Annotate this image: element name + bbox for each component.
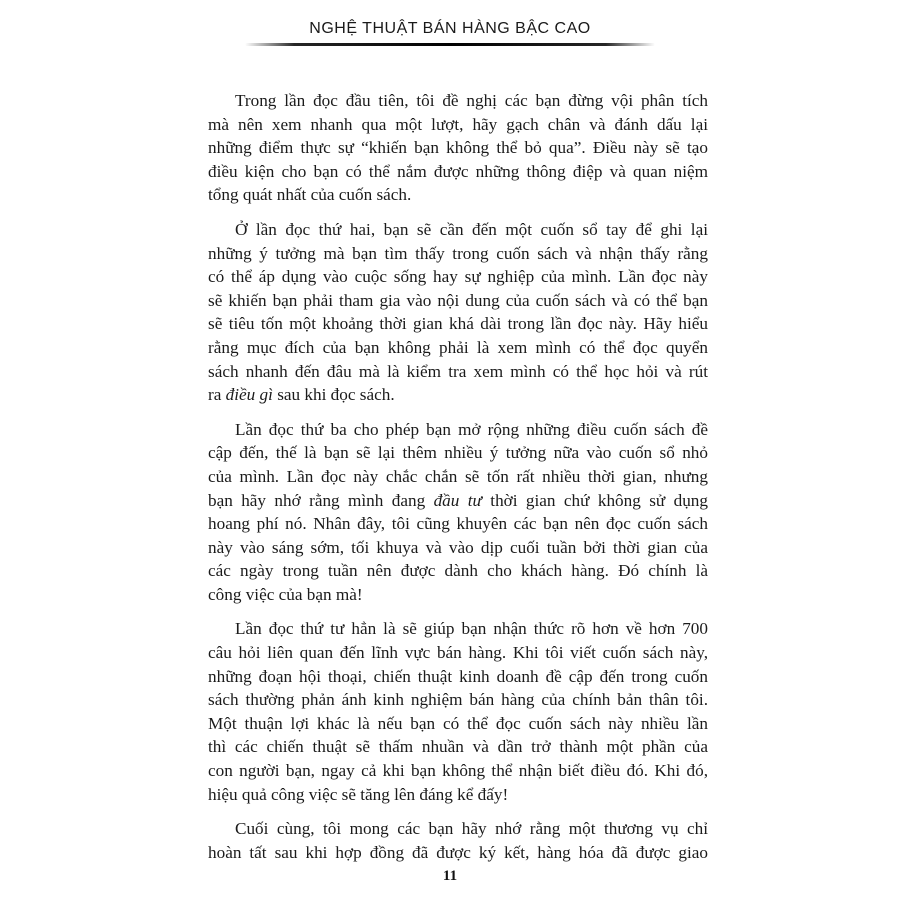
text-line: [208, 489, 708, 513]
header-rule: [245, 43, 655, 46]
paragraph-5: [208, 817, 708, 864]
text-run: ra: [208, 385, 226, 405]
text-line: hiệu quả công việc sẽ tăng lên đáng kể đấy!: [208, 784, 509, 804]
text-line: Cuối cùng, tôi mong các bạn hãy nhớ rằng một thương vụ chỉ: [235, 819, 708, 839]
text-line: con người bạn, ngay cả khi bạn không thể nhận biết điều đó. Khi đó,: [208, 761, 708, 781]
text-line: những ý tưởng mà bạn tìm thấy trong cuốn sách và nhận thấy rằng: [208, 243, 708, 263]
text-line: của mình. Lần đọc này chắc chắn sẽ tốn rất nhiều thời gian, nhưng: [208, 466, 708, 486]
text-run: sau khi đọc sách.: [272, 385, 395, 405]
paragraph-1: [208, 89, 708, 207]
paragraph-3: [208, 418, 708, 607]
text-line: Lần đọc thứ tư hẳn là sẽ giúp bạn nhận thức rõ hơn về hơn 700: [235, 619, 708, 639]
text-line: tổng quát nhất của cuốn sách.: [208, 185, 412, 205]
text-line: câu hỏi liên quan đến lĩnh vực bán hàng. Khi tôi viết cuốn sách này,: [208, 643, 708, 663]
text-line: [208, 383, 708, 407]
running-head: NGHỆ THUẬT BÁN HÀNG BẬC CAO: [309, 20, 591, 37]
page-number: 11: [442, 868, 458, 884]
text-line: Ở lần đọc thứ hai, bạn sẽ cần đến một cuốn sổ tay để ghi lại: [235, 219, 708, 239]
text-line: mà nên xem nhanh qua một lượt, hãy gạch chân và đánh dấu lại: [208, 114, 708, 134]
text-line: sẽ khiến bạn phải tham gia vào nội dung của cuốn sách và có thể bạn: [208, 290, 708, 310]
text-line: sẽ tiêu tốn một khoảng thời gian khá dài trong lần đọc này. Hãy hiểu: [208, 314, 708, 334]
text-line: những điểm thực sự “khiến bạn không thể bỏ qua”. Điều này sẽ tạo: [208, 138, 708, 158]
paragraph-2: [208, 218, 708, 407]
text-line: hoang phí nó. Nhân đây, tôi cũng khuyên các bạn nên đọc cuốn sách: [208, 514, 708, 534]
body-text: [208, 89, 708, 864]
text-line: các ngày trong tuần nên được dành cho khách hàng. Đó chính là: [208, 561, 708, 581]
text-line: sách thường phản ánh kinh nghiệm bán hàng của chính bản thân tôi.: [208, 690, 708, 710]
text-line: Trong lần đọc đầu tiên, tôi đề nghị các bạn đừng vội phân tích: [235, 91, 708, 110]
text-run: thời gian chứ không sử dụng: [481, 490, 708, 510]
text-line: điều kiện cho bạn có thể nắm được những thông điệp và quan niệm: [208, 161, 708, 181]
text-line: sách nhanh đến đâu mà là kiểm tra xem mình có thể học hỏi và rút: [208, 361, 708, 381]
emphasis-text: đầu tư: [433, 490, 482, 510]
text-line: này vào sáng sớm, tối khuya và vào dịp cuối tuần bởi thời gian của: [208, 537, 708, 557]
text-line: có thể áp dụng vào cuộc sống hay sự nghiệp của mình. Lần đọc này: [208, 267, 708, 287]
text-line: cập đến, thế là bạn sẽ lại thêm nhiều ý tưởng nữa vào cuốn sổ nhỏ: [208, 443, 708, 463]
paragraph-4: [208, 617, 708, 806]
emphasis-text: điều gì: [225, 385, 273, 405]
text-run: bạn hãy nhớ rằng mình đang: [208, 490, 434, 510]
text-line: Lần đọc thứ ba cho phép bạn mở rộng những điều cuốn sách đề: [235, 419, 708, 439]
text-line: Một thuận lợi khác là nếu bạn có thể đọc cuốn sách này nhiều lần: [208, 713, 708, 733]
text-line: hoàn tất sau khi hợp đồng đã được ký kết, hàng hóa đã được giao: [208, 842, 708, 862]
text-line: công việc của bạn mà!: [208, 584, 363, 604]
text-line: rằng mục đích của bạn không phải là xem mình có thể đọc quyển: [208, 337, 708, 357]
text-line: những đoạn hội thoại, chiến thuật kinh doanh đề cập đến trong cuốn: [208, 666, 708, 686]
text-line: thì các chiến thuật sẽ thấm nhuần và dần trở thành một phần của: [208, 737, 708, 757]
